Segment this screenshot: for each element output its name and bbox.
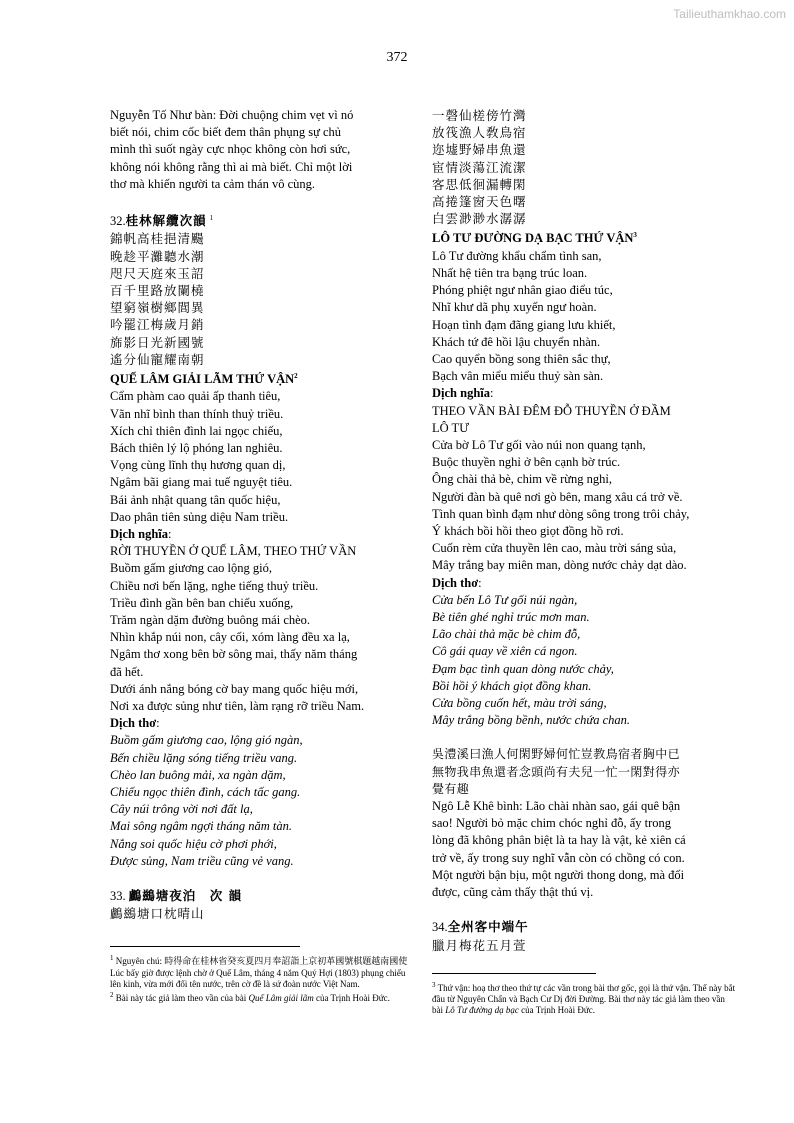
text-line: không nói không rằng thì ai mà biết. Chỉ một lời [110, 159, 353, 174]
han-line: 高捲篷窗天色曙 [432, 194, 527, 210]
han-line: 迩墟野婦串魚還 [432, 142, 527, 158]
viet-line: Ngâm bãi giang mai tuế nguyệt tiêu. [110, 475, 293, 490]
viet-line: Cao quyển bồng song thiên sắc thự, [432, 352, 611, 366]
han-line: 望窮嶺樹鄉閭異 [110, 300, 205, 316]
viet-line: Dao phân tiên sủng diệu Nam triều. [110, 509, 289, 524]
poem-32-transliteration [110, 388, 408, 526]
poem-34-heading: 34.全州客中端午 [432, 919, 529, 935]
literal-translation-title: RỜI THUYỀN Ở QUẾ LÂM, THEO THỨ VẦN [110, 544, 357, 559]
text-line: Nơi xa được sủng như tiên, làm rạng rỡ triều Nam. [110, 699, 365, 714]
text-line: thơ mà khiến người ta cảm thán vô cùng. [110, 176, 316, 191]
viet-line: Vọng cùng lĩnh thụ hương quan dị, [110, 458, 286, 473]
watermark: Tailieuthamkhao.com [673, 7, 786, 21]
text-line: Triều đình gần bên ban chiếu xuống, [110, 595, 294, 610]
footnote-1: $^1$ Nguyên chú: 時得命在桂林省癸亥夏四月奉詔詣上京初革國號棋題越南國使 Lúc bấy giờ được lệnh chờ ở Quế Lâm, tháng 4 năm Quý Hợi (1803) phụng chiếu lên kinh, vừa mới đổi tên nước, trên cờ đề là sứ đoàn nước Việt Nam. [110, 954, 408, 989]
footnote-ref: 1 [209, 214, 214, 223]
text-line: Ngâm thơ xong bên bờ sông mai, thấy năm tháng [110, 647, 358, 662]
text-line: Dưới ánh nắng bóng cờ bay mang quốc hiệu mới, [110, 681, 359, 696]
viet-line: Nhĩ khư dã phụ xuyến ngư hoàn. [432, 300, 597, 315]
right-footnotes [432, 980, 736, 1016]
han-line: 宦情淡蕩江流潔 [432, 159, 527, 175]
han-line: 覺有趣 [432, 781, 470, 796]
poem-line: Cửa bồng cuốn hết, màu trời sáng, [432, 696, 607, 711]
poem-32-viet-title: QUẾ LÂM GIẢI LÃM THỨ VẬN$^2$ [110, 372, 298, 387]
poem-32-heading [110, 210, 408, 230]
poem-number: 32. [110, 214, 126, 229]
commentary-viet [432, 798, 736, 901]
viet-line: Hoạn tình đạm đãng giang lưu khiết, [432, 317, 616, 332]
poetic-translation [432, 592, 736, 730]
text-line: lòng đã không phân biệt là ta hay là vật, kẻ xiên cá [432, 833, 686, 848]
text-line: Ngô Lễ Khê bình: Lão chài nhàn sao, gái quê bận [432, 799, 681, 814]
poem-line: Cây núi trông vời nơi đất lạ, [110, 802, 253, 817]
footnote-divider [432, 973, 596, 974]
text-line: Người đàn bà quê nơi gò bên, mang xâu cá trở về. [432, 489, 683, 504]
text-line: Tình quan bình đạm như dòng sông trong trôi chảy, [432, 506, 690, 521]
poem-33-heading: 33. 鸕鷀塘夜泊 次 韻 [110, 888, 243, 904]
intro-paragraph [110, 107, 408, 193]
text-line: đã hết. [110, 664, 144, 679]
han-line: 白雲渺渺水潺潺 [432, 211, 527, 227]
poetic-translation [110, 732, 408, 870]
poem-line: Mây trắng bồng bềnh, nước chứa chan. [432, 713, 631, 728]
poem-line: Đạm bạc tình quan dòng nước chảy, [432, 661, 614, 676]
poem-33-viet-title: LÔ TƯ ĐƯỜNG DẠ BẠC THỨ VẬN$^3$ [432, 231, 637, 246]
viet-line: Lô Tư đường khẩu chẩm tình san, [432, 248, 602, 263]
poem-line: Chèo lan buông mải, xa ngàn dặm, [110, 767, 286, 782]
text-line: Một người bận bịu, một người thong dong, mà đối [432, 867, 685, 882]
han-line: 吟罷江梅歲月銷 [110, 317, 205, 333]
poem-line: Cửa bến Lô Tư gối núi ngàn, [432, 592, 578, 607]
poem-line: Bồi hồi ý khách giọt đồng khan. [432, 678, 592, 693]
left-footnotes [110, 953, 408, 1004]
han-line: 旆影日光新國號 [110, 334, 205, 350]
poem-33-first-line: 鸕鷀塘口枕晴山 [110, 906, 205, 922]
poem-line: Lão chài thả mặc bè chim đỗ, [432, 627, 581, 642]
poem-line: Chiếu ngọc thiên đình, cách tấc gang. [110, 785, 301, 800]
viet-line: Cẩm phàm cao quải ấp thanh tiêu, [110, 389, 281, 404]
literal-translation [432, 437, 736, 575]
text-line: trở về, ấy trong suy nghĩ vẫn còn có chồng có con. [432, 850, 685, 865]
footnote-3: $^3$ Thứ vận: hoạ thơ theo thứ tự các vần trong bài thơ gốc, gọi là thứ vận. Thể này bắt đầu từ Nguyên Chẩn và Bạch Cư Dị đời Đường. Bài thơ này tác giả làm theo vần bài Lô Tư đường dạ bạc của Trịnh Hoài Đức. [432, 981, 736, 1015]
text-line: Ý khách bồi hồi theo giọt đồng hồ rơi. [432, 524, 624, 539]
viet-line: Phóng phiệt ngư nhân giao điểu túc, [432, 283, 613, 298]
poem-34-first-line: 臘月梅花五月萱 [432, 937, 527, 953]
viet-line: Vãn nhĩ bình than thính thuỷ triều. [110, 406, 284, 421]
viet-line: Bái ảnh nhật quang tân quốc hiệu, [110, 492, 281, 507]
text-line: được, cũng cảm thấy thật thú vị. [432, 885, 594, 900]
poem-line: Cô gái quay về xiên cá ngon. [432, 644, 578, 659]
poem-title-han: 桂林解纜次韻 [125, 213, 207, 229]
text-line: Cửa bờ Lô Tư gối vào núi non quang tạnh, [432, 438, 646, 453]
viet-line: Xích chỉ thiên đình lai ngọc chiếu, [110, 423, 283, 438]
literal-translation [110, 560, 408, 715]
viet-line: Bách thiên lý lộ phóng lan nghiêu. [110, 440, 283, 455]
han-line: 無物我串魚還者念頭尚有夫兒一忙一閑對得亦 [432, 764, 681, 779]
footnote-divider [110, 946, 300, 947]
text-line: Trăm ngàn dặm đường buông mái chèo. [110, 613, 311, 627]
han-line: 客思低徊漏轉閑 [432, 176, 527, 192]
commentary-han [432, 746, 736, 798]
literal-translation-title: THEO VẦN BÀI ĐÊM ĐỖ THUYỀN Ở ĐẦM [432, 403, 671, 418]
viet-line: Nhất hệ tiên tra bạng trúc loan. [432, 265, 588, 280]
literal-translation-label: Dịch nghĩa: [432, 386, 494, 401]
han-line: 錦帆高桂挹清颺 [110, 231, 205, 247]
text-line: Buộc thuyền nghỉ ở bên cạnh bờ trúc. [432, 455, 621, 470]
han-line: 咫尺天庭來玉詔 [110, 265, 205, 281]
text-line: Ông chài thả bè, chim về rừng nghỉ, [432, 472, 612, 487]
han-line: 一磬仙槎傍竹灣 [432, 108, 527, 123]
viet-line: Bạch vân miểu miểu thuỷ sàn sàn. [432, 369, 604, 384]
han-line: 遙分仙寵耀南朝 [110, 351, 205, 367]
viet-line: Khách tứ đê hồi lậu chuyển nhàn. [432, 334, 601, 349]
poem-line: Buồm gấm giương cao, lộng gió ngàn, [110, 733, 303, 748]
text-line: Chiều nơi bến lặng, nghe tiếng thuỷ triều. [110, 578, 319, 593]
poem-line: Nắng soi quốc hiệu cờ phơi phới, [110, 836, 277, 851]
left-column [110, 107, 408, 922]
han-line: 吳澧溪曰漁人何閑野婦何忙豈教鳥宿者胸中已 [432, 747, 681, 762]
poem-33-transliteration [432, 248, 736, 386]
poetic-translation-label: Dịch thơ: [432, 575, 482, 590]
text-line: biết nói, chim cốc biết đem thân phụng sự chủ [110, 125, 342, 140]
text-line: Mây trắng bay miên man, dòng nước chảy dạt dào. [432, 558, 687, 573]
page-number: 372 [386, 50, 408, 65]
footnote-2: $^2$ Bài này tác giả làm theo vần của bài Quế Lâm giải lãm của Trịnh Hoài Đức. [110, 991, 390, 1003]
poem-line: Bè tiên ghé nghỉ trúc mơn man. [432, 610, 590, 625]
poem-line: Được sủng, Nam triều cũng vẻ vang. [110, 853, 294, 868]
text-line: Nguyễn Tố Như bàn: Đời chuộng chim vẹt vì nó [110, 108, 354, 122]
han-line: 放筏漁人敎鳥宿 [432, 125, 527, 141]
literal-translation-title: LÔ TƯ [432, 420, 469, 435]
right-column [432, 107, 736, 954]
poetic-translation-label: Dịch thơ: [110, 716, 160, 731]
poem-33-han [432, 107, 736, 227]
text-line: sao! Người bỏ mặc chim chóc nghỉ đỗ, ấy trong [432, 816, 672, 831]
text-line: Cuốn rèm cửa thuyền lên cao, màu trời sáng sủa, [432, 541, 677, 556]
literal-translation-label: Dịch nghĩa: [110, 526, 172, 541]
text-line: mình thì suốt ngày cực nhọc không còn hơi sức, [110, 142, 351, 157]
poem-line: Mai sông ngâm ngợi tháng năm tàn. [110, 819, 293, 834]
text-line: Buồm gấm giương cao lộng gió, [110, 561, 272, 576]
poem-line: Bến chiều lặng sóng tiếng triều vang. [110, 750, 298, 765]
text-line: Nhìn khắp núi non, cây cối, xóm làng đều xa lạ, [110, 630, 350, 645]
han-line: 晚趁平灘聽水潮 [110, 248, 205, 264]
poem-32-han [110, 230, 408, 368]
han-line: 百千里路放闌橈 [110, 282, 205, 298]
